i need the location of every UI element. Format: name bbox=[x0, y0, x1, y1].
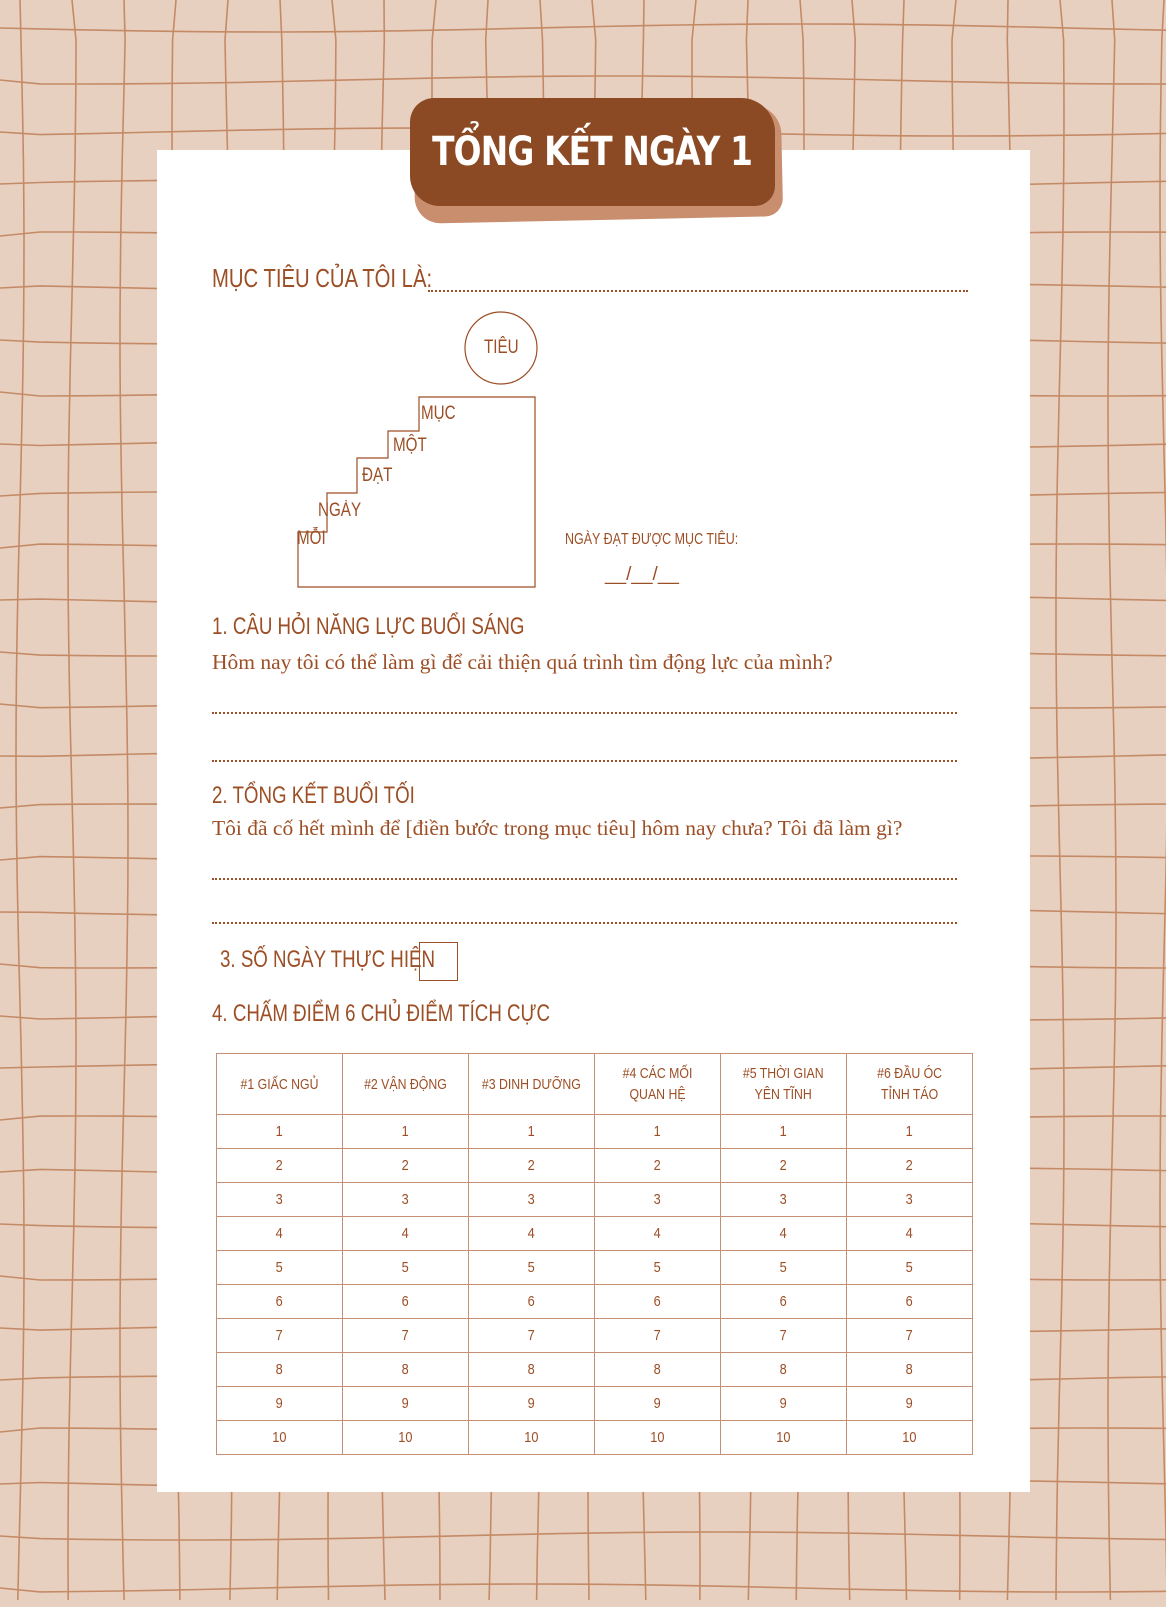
column-header-exercise: #2 VẬN ĐỘNG bbox=[343, 1054, 469, 1115]
score-cell[interactable]: 5 bbox=[469, 1251, 595, 1285]
section1-answer-line-2[interactable] bbox=[212, 760, 957, 762]
score-cell[interactable]: 10 bbox=[595, 1421, 721, 1455]
score-row bbox=[217, 1115, 973, 1149]
score-cell[interactable]: 6 bbox=[721, 1285, 847, 1319]
score-cell[interactable]: 3 bbox=[721, 1183, 847, 1217]
score-cell[interactable]: 6 bbox=[217, 1285, 343, 1319]
score-cell[interactable]: 10 bbox=[847, 1421, 973, 1455]
stair-word-1: MỖI bbox=[297, 528, 326, 549]
score-cell[interactable]: 3 bbox=[595, 1183, 721, 1217]
score-cell[interactable]: 9 bbox=[595, 1387, 721, 1421]
days-count-box[interactable] bbox=[419, 942, 458, 981]
grid-line-vertical bbox=[120, 0, 128, 1600]
page-title: TỔNG KẾT NGÀY 1 bbox=[432, 129, 753, 175]
score-cell[interactable]: 10 bbox=[217, 1421, 343, 1455]
score-row bbox=[217, 1353, 973, 1387]
stair-word-4: MỘT bbox=[393, 435, 427, 456]
score-cell[interactable]: 3 bbox=[217, 1183, 343, 1217]
section1-question: Hôm nay tôi có thể làm gì để cải thiện quá trình tìm động lực của mình? bbox=[212, 650, 833, 674]
stair-word-2: NGÀY bbox=[318, 500, 362, 521]
score-cell[interactable]: 10 bbox=[343, 1421, 469, 1455]
score-row bbox=[217, 1217, 973, 1251]
score-row bbox=[217, 1285, 973, 1319]
score-cell[interactable]: 5 bbox=[343, 1251, 469, 1285]
score-cell[interactable]: 2 bbox=[469, 1149, 595, 1183]
staircase-outline bbox=[298, 397, 535, 587]
score-cell[interactable]: 1 bbox=[721, 1115, 847, 1149]
grid-line-horizontal bbox=[0, 24, 1166, 32]
score-cell[interactable]: 7 bbox=[217, 1319, 343, 1353]
score-cell[interactable]: 9 bbox=[469, 1387, 595, 1421]
column-header-nutrition: #3 DINH DƯỠNG bbox=[469, 1054, 595, 1115]
score-cell[interactable]: 9 bbox=[343, 1387, 469, 1421]
score-cell[interactable]: 6 bbox=[847, 1285, 973, 1319]
score-cell[interactable]: 2 bbox=[595, 1149, 721, 1183]
column-header-sleep: #1 GIẤC NGỦ bbox=[217, 1054, 343, 1115]
stair-word-5: MỤC bbox=[421, 403, 456, 424]
grid-line-vertical bbox=[1108, 0, 1116, 1600]
score-cell[interactable]: 7 bbox=[847, 1319, 973, 1353]
score-cell[interactable]: 6 bbox=[343, 1285, 469, 1319]
score-cell[interactable]: 7 bbox=[721, 1319, 847, 1353]
score-cell[interactable]: 10 bbox=[469, 1421, 595, 1455]
score-cell[interactable]: 1 bbox=[469, 1115, 595, 1149]
score-row bbox=[217, 1319, 973, 1353]
score-cell[interactable]: 1 bbox=[217, 1115, 343, 1149]
score-cell[interactable]: 4 bbox=[721, 1217, 847, 1251]
section2-heading: 2. TỔNG KẾT BUỔI TỐI bbox=[212, 782, 415, 809]
score-cell[interactable]: 5 bbox=[595, 1251, 721, 1285]
score-cell[interactable]: 6 bbox=[595, 1285, 721, 1319]
score-cell[interactable]: 6 bbox=[469, 1285, 595, 1319]
section2-answer-line-2[interactable] bbox=[212, 922, 957, 924]
score-cell[interactable]: 2 bbox=[217, 1149, 343, 1183]
score-cell[interactable]: 4 bbox=[343, 1217, 469, 1251]
score-cell[interactable]: 1 bbox=[343, 1115, 469, 1149]
title-banner bbox=[410, 98, 775, 206]
score-row bbox=[217, 1251, 973, 1285]
score-cell[interactable]: 8 bbox=[721, 1353, 847, 1387]
score-cell[interactable]: 1 bbox=[595, 1115, 721, 1149]
section1-heading: 1. CÂU HỎI NĂNG LỰC BUỔI SÁNG bbox=[212, 613, 525, 640]
section2-question: Tôi đã cố hết mình để [điền bước trong mục tiêu] hôm nay chưa? Tôi đã làm gì? bbox=[212, 816, 903, 840]
section2-answer-line-1[interactable] bbox=[212, 878, 957, 880]
grid-line-horizontal bbox=[0, 1584, 1166, 1592]
score-cell[interactable]: 3 bbox=[469, 1183, 595, 1217]
score-table bbox=[216, 1053, 973, 1455]
goal-label: MỤC TIÊU CỦA TÔI LÀ: bbox=[212, 263, 433, 293]
score-cell[interactable]: 1 bbox=[847, 1115, 973, 1149]
stair-word-6: TIÊU bbox=[484, 337, 519, 358]
grid-line-vertical bbox=[16, 0, 24, 1600]
score-cell[interactable]: 8 bbox=[217, 1353, 343, 1387]
score-table-header bbox=[217, 1054, 973, 1115]
stair-word-3: ĐẠT bbox=[362, 465, 393, 486]
score-row bbox=[217, 1149, 973, 1183]
score-cell[interactable]: 8 bbox=[343, 1353, 469, 1387]
score-cell[interactable]: 7 bbox=[595, 1319, 721, 1353]
staircase-diagram bbox=[290, 325, 750, 595]
score-row bbox=[217, 1387, 973, 1421]
score-cell[interactable]: 2 bbox=[847, 1149, 973, 1183]
score-row bbox=[217, 1421, 973, 1455]
score-cell[interactable]: 4 bbox=[217, 1217, 343, 1251]
score-cell[interactable]: 3 bbox=[847, 1183, 973, 1217]
score-cell[interactable]: 9 bbox=[847, 1387, 973, 1421]
score-cell[interactable]: 8 bbox=[847, 1353, 973, 1387]
score-cell[interactable]: 9 bbox=[721, 1387, 847, 1421]
column-header-quiet-time: #5 THỜI GIAN YÊN TĨNH bbox=[721, 1054, 847, 1115]
score-cell[interactable]: 8 bbox=[595, 1353, 721, 1387]
score-cell[interactable]: 4 bbox=[847, 1217, 973, 1251]
grid-line-horizontal bbox=[0, 76, 1166, 84]
score-cell[interactable]: 5 bbox=[721, 1251, 847, 1285]
score-cell[interactable]: 10 bbox=[721, 1421, 847, 1455]
section3-heading: 3. SỐ NGÀY THỰC HIỆN bbox=[220, 946, 436, 973]
score-cell[interactable]: 8 bbox=[469, 1353, 595, 1387]
score-cell[interactable]: 4 bbox=[469, 1217, 595, 1251]
score-cell[interactable]: 5 bbox=[847, 1251, 973, 1285]
grid-line-horizontal bbox=[0, 1532, 1166, 1540]
goal-answer-line[interactable] bbox=[428, 290, 968, 292]
score-cell[interactable]: 4 bbox=[595, 1217, 721, 1251]
goal-date-blank[interactable]: __/__/__ bbox=[605, 564, 679, 585]
section1-answer-line-1[interactable] bbox=[212, 712, 957, 714]
column-header-alert-mind: #6 ĐẦU ÓC TỈNH TÁO bbox=[847, 1054, 973, 1115]
score-cell[interactable]: 3 bbox=[343, 1183, 469, 1217]
score-cell[interactable]: 9 bbox=[217, 1387, 343, 1421]
score-row bbox=[217, 1183, 973, 1217]
score-cell[interactable]: 7 bbox=[469, 1319, 595, 1353]
score-cell[interactable]: 5 bbox=[217, 1251, 343, 1285]
score-cell[interactable]: 7 bbox=[343, 1319, 469, 1353]
score-cell[interactable]: 2 bbox=[343, 1149, 469, 1183]
goal-date-label: NGÀY ĐẠT ĐƯỢC MỤC TIÊU: bbox=[565, 531, 739, 548]
section4-heading: 4. CHẤM ĐIỂM 6 CHỦ ĐIỂM TÍCH CỰC bbox=[212, 1000, 551, 1027]
grid-line-vertical bbox=[68, 0, 76, 1600]
grid-line-vertical bbox=[1056, 0, 1064, 1600]
score-cell[interactable]: 2 bbox=[721, 1149, 847, 1183]
grid-line-vertical bbox=[1160, 0, 1166, 1600]
column-header-relationships: #4 CÁC MỐI QUAN HỆ bbox=[595, 1054, 721, 1115]
